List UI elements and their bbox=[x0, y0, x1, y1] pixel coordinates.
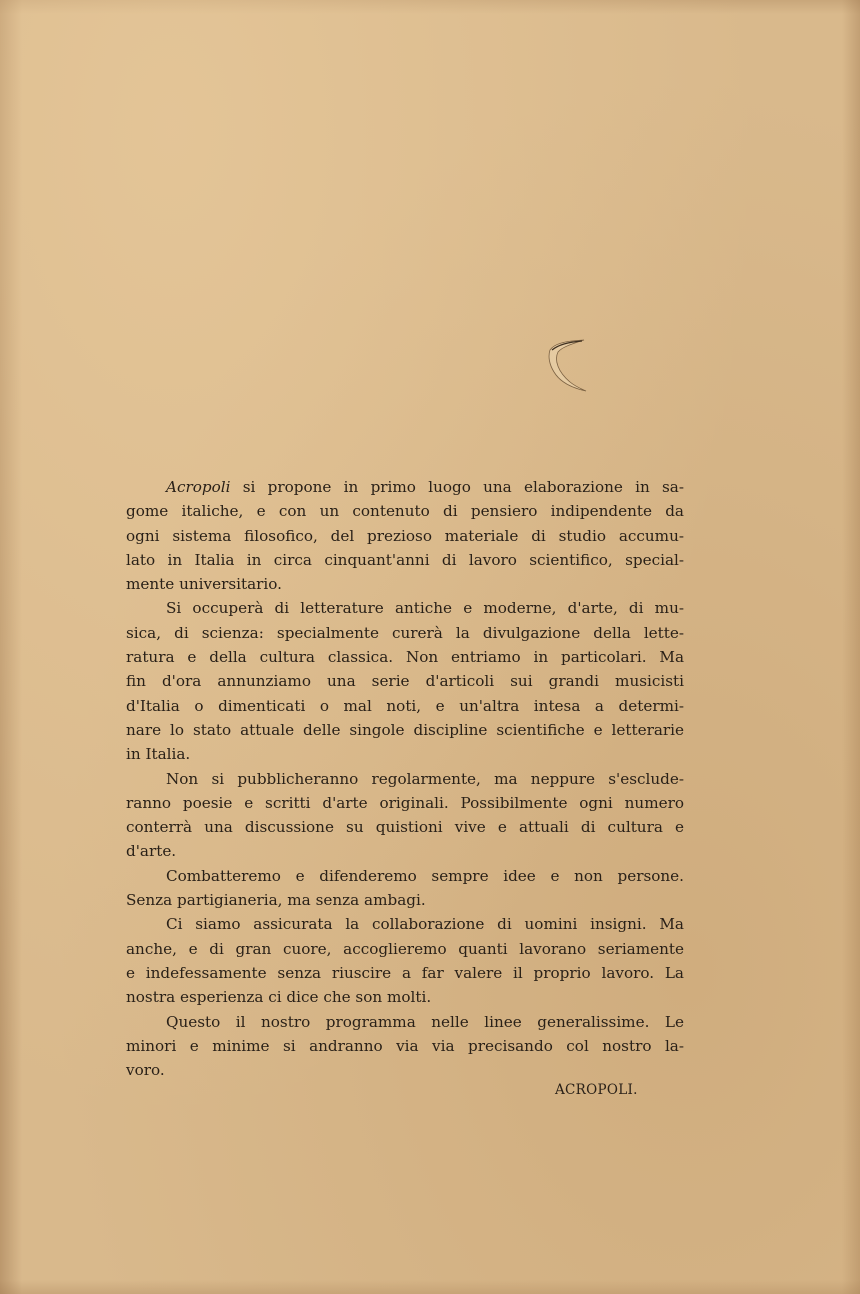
text-line: Questo il nostro programma nelle linee generalissime. Le bbox=[166, 1012, 684, 1031]
text-line: nostra esperienza ci dice che son molti. bbox=[126, 988, 432, 1007]
text-line: ratura e della cultura classica. Non entriamo in particolari. Ma bbox=[126, 648, 684, 667]
text-line: conterrà una discussione su quistioni vive e attuali di cultura e bbox=[126, 818, 684, 837]
text-line: Combatteremo e difenderemo sempre idee e non persone. bbox=[166, 866, 684, 885]
text-line: in Italia. bbox=[126, 745, 191, 764]
text-line: e indefessamente senza riuscire a far valere il proprio lavoro. La bbox=[126, 963, 684, 982]
text-line: nare lo stato attuale delle singole discipline scientifiche e letterarie bbox=[126, 720, 684, 739]
text-line: ranno poesie e scritti d'arte originali. Possibilmente ogni numero bbox=[126, 793, 684, 812]
text-line: Non si pubblicheranno regolarmente, ma neppure s'esclude- bbox=[166, 769, 684, 788]
text-line: voro. bbox=[126, 1061, 165, 1080]
paragraph-ideas bbox=[126, 864, 684, 913]
paragraph-topics bbox=[126, 596, 684, 766]
paragraph-intro bbox=[126, 475, 684, 596]
paragraph-collaboration bbox=[126, 912, 684, 1009]
text-line: Si occuperà di letterature antiche e moderne, d'arte, di mu- bbox=[166, 599, 684, 618]
text-line: fin d'ora annunziamo una serie d'articoli sui grandi musicisti bbox=[126, 672, 684, 691]
text-line: d'Italia o dimenticati o mal noti, e un'altra intesa a determi- bbox=[126, 696, 684, 715]
text-line: sica, di scienza: specialmente curerà la divulgazione della lette- bbox=[126, 623, 684, 642]
text-line: lato in Italia in circa cinquant'anni di lavoro scientifico, special- bbox=[126, 550, 684, 569]
text-line: Senza partigianeria, ma senza ambagi. bbox=[126, 891, 426, 910]
text-line: mente universitario. bbox=[126, 575, 282, 594]
text-line: gome italiche, e con un contenuto di pensiero indipendente da bbox=[126, 502, 684, 521]
text-line: Ci siamo assicurata la collaborazione di uomini insigni. Ma bbox=[166, 915, 684, 934]
journal-name: Acropoli bbox=[166, 478, 231, 496]
paragraph-program bbox=[126, 1010, 684, 1083]
editorial-program-text bbox=[126, 475, 684, 1082]
text-line: anche, e di gran cuore, accoglieremo quanti lavorano seriamente bbox=[126, 939, 684, 958]
text-line: ogni sistema filosofico, del prezioso materiale di studio accumu- bbox=[126, 526, 684, 545]
paper-tear-mark bbox=[546, 338, 590, 392]
text-line: minori e minime si andranno via via precisando col nostro la- bbox=[126, 1036, 684, 1055]
text-line: d'arte. bbox=[126, 842, 177, 861]
text-line: Acropoli si propone in primo luogo una elaborazione in sa- bbox=[166, 478, 684, 496]
paragraph-publications bbox=[126, 767, 684, 864]
signature: ACROPOLI. bbox=[555, 1082, 638, 1098]
